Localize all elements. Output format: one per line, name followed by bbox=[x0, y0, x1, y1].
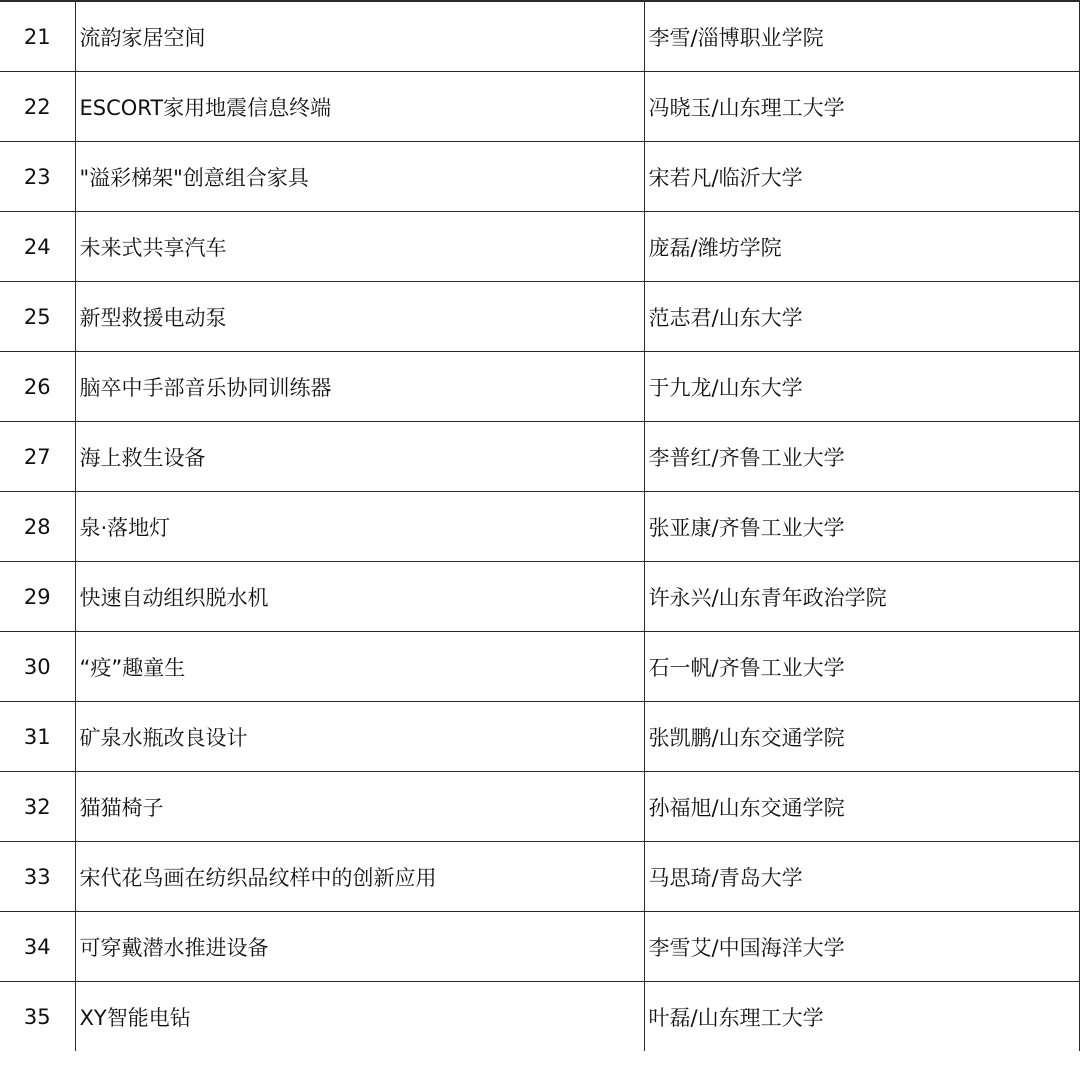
author-school: 李雪/淄博职业学院 bbox=[644, 1, 1080, 72]
row-number: 28 bbox=[0, 492, 75, 562]
project-name: 海上救生设备 bbox=[75, 422, 644, 492]
project-name: 矿泉水瓶改良设计 bbox=[75, 702, 644, 772]
table-row bbox=[0, 1, 1080, 72]
row-number: 30 bbox=[0, 632, 75, 702]
row-number: 21 bbox=[0, 1, 75, 72]
row-number: 33 bbox=[0, 842, 75, 912]
row-number: 26 bbox=[0, 352, 75, 422]
table-row bbox=[0, 842, 1080, 912]
row-number: 25 bbox=[0, 282, 75, 352]
award-table-body bbox=[0, 1, 1080, 1051]
row-number: 34 bbox=[0, 912, 75, 982]
table-row bbox=[0, 282, 1080, 352]
project-name: “疫”趣童生 bbox=[75, 632, 644, 702]
author-school: 张凯鹏/山东交通学院 bbox=[644, 702, 1080, 772]
project-name: 泉·落地灯 bbox=[75, 492, 644, 562]
author-school: 范志君/山东大学 bbox=[644, 282, 1080, 352]
row-number: 24 bbox=[0, 212, 75, 282]
project-name: XY智能电钻 bbox=[75, 982, 644, 1052]
table-row bbox=[0, 702, 1080, 772]
table-row bbox=[0, 212, 1080, 282]
row-number: 31 bbox=[0, 702, 75, 772]
row-number: 35 bbox=[0, 982, 75, 1052]
project-name: 未来式共享汽车 bbox=[75, 212, 644, 282]
table-row bbox=[0, 72, 1080, 142]
author-school: 李雪艾/中国海洋大学 bbox=[644, 912, 1080, 982]
table-row bbox=[0, 772, 1080, 842]
author-school: 孙福旭/山东交通学院 bbox=[644, 772, 1080, 842]
row-number: 32 bbox=[0, 772, 75, 842]
project-name: 猫猫椅子 bbox=[75, 772, 644, 842]
author-school: 许永兴/山东青年政治学院 bbox=[644, 562, 1080, 632]
table-row bbox=[0, 352, 1080, 422]
project-name: 快速自动组织脱水机 bbox=[75, 562, 644, 632]
project-name: 可穿戴潜水推进设备 bbox=[75, 912, 644, 982]
project-name: 流韵家居空间 bbox=[75, 1, 644, 72]
author-school: 于九龙/山东大学 bbox=[644, 352, 1080, 422]
row-number: 22 bbox=[0, 72, 75, 142]
table-row bbox=[0, 142, 1080, 212]
row-number: 29 bbox=[0, 562, 75, 632]
table-row bbox=[0, 912, 1080, 982]
table-row bbox=[0, 632, 1080, 702]
author-school: 宋若凡/临沂大学 bbox=[644, 142, 1080, 212]
author-school: 张亚康/齐鲁工业大学 bbox=[644, 492, 1080, 562]
author-school: 冯晓玉/山东理工大学 bbox=[644, 72, 1080, 142]
project-name: 新型救援电动泵 bbox=[75, 282, 644, 352]
table-row bbox=[0, 492, 1080, 562]
row-number: 27 bbox=[0, 422, 75, 492]
table-row bbox=[0, 562, 1080, 632]
author-school: 石一帆/齐鲁工业大学 bbox=[644, 632, 1080, 702]
table-row bbox=[0, 982, 1080, 1052]
author-school: 庞磊/潍坊学院 bbox=[644, 212, 1080, 282]
project-name: 脑卒中手部音乐协同训练器 bbox=[75, 352, 644, 422]
project-name: 宋代花鸟画在纺织品纹样中的创新应用 bbox=[75, 842, 644, 912]
author-school: 叶磊/山东理工大学 bbox=[644, 982, 1080, 1052]
row-number: 23 bbox=[0, 142, 75, 212]
author-school: 马思琦/青岛大学 bbox=[644, 842, 1080, 912]
project-name: ESCORT家用地震信息终端 bbox=[75, 72, 644, 142]
table-row bbox=[0, 422, 1080, 492]
project-name: "溢彩梯架"创意组合家具 bbox=[75, 142, 644, 212]
author-school: 李普红/齐鲁工业大学 bbox=[644, 422, 1080, 492]
